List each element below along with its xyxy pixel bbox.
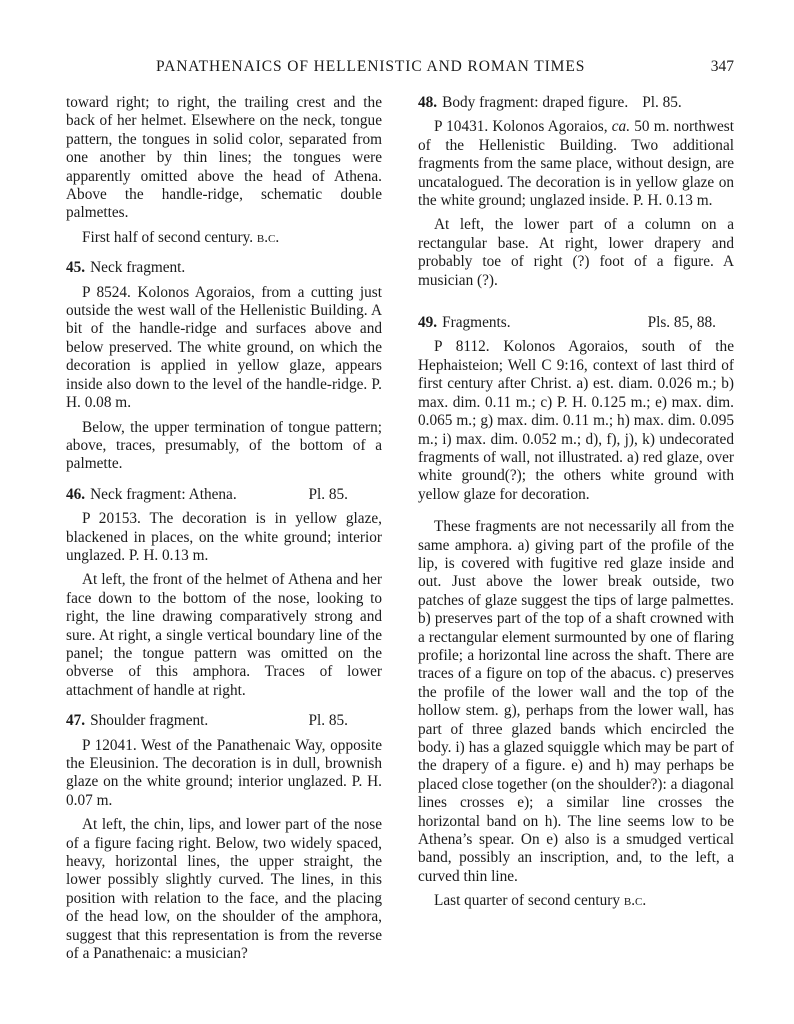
- entry-title: Neck fragment: Athena.: [90, 485, 237, 503]
- running-head: [66, 58, 734, 82]
- plate-reference: Pl. 85.: [308, 712, 348, 730]
- right-column: [418, 94, 734, 911]
- entry-number: 48.: [418, 94, 438, 111]
- entry-46-description: P 20153. The decoration is in yellow glaze, blackened in places, on the white ground; interior unglazed. P. H. 0.13 m.: [66, 510, 382, 564]
- circa-abbrev: ca.: [611, 118, 631, 136]
- entry-48-remarks: At left, the lower part of a column on a rectangular base. At right, lower drapery and probably toe of right (?) foot of a figure. A musician (?).: [418, 216, 734, 289]
- entry-45-description: P 8524. Kolonos Agoraios, from a cutting just outside the west wall of the Hellenistic Building. A bit of the handle-ridge and surfaces above and below preserved. The white ground, on which the decoration is applied in yellow glaze, appears inside also down to the level of the handle-ridge. P. H. 0.08 m.: [66, 283, 382, 412]
- entry-49-remarks: These fragments are not necessarily all from the same amphora. a) giving part of the profile of the lip, is covered with fugitive red glaze inside and out. Just above the lower break outside, two patches of glaze suggest the tips of large palmettes. b) preserves part of the top of a shaft crowned with a rectangular element surmounted by one of flaring profile; a horizontal line across the shaft. There are traces of a figure on top of the abacus. c) preserves the profile of the lower wall and the top of the hollow stem. g), perhaps from the lower wall, has part of three glazed bands which encircled the body. i) has a glazed squiggle which may be part of the drapery of a figure. e) and h) may perhaps be placed close together (on the shoulder?): a diagonal lines crosses e); a similar line crosses the horizontal band on h). The line seems low to be Athena’s spear. On e) also is a smudged vertical band, possibly an inscription, and, to the left, a curved thin line.: [418, 518, 734, 885]
- entry-46-heading: [66, 486, 382, 504]
- entry-46-remarks: At left, the front of the helmet of Athena and her face down to the bottom of the nose, looking to right, the line drawing comparatively strong and sure. At right, a single vertical boundary line of the panel; the tongue pattern was omitted on the obverse of this amphora. Traces of lower attachment of handle at right.: [66, 571, 382, 699]
- entry-49-heading: [418, 314, 734, 332]
- entry-number: 49.: [418, 314, 438, 332]
- entry-title: Body fragment: draped figure.: [442, 94, 629, 111]
- plate-reference: Pls. 85, 88.: [647, 314, 716, 332]
- date-era: b.c.: [623, 892, 647, 910]
- entry-45-remarks: Below, the upper termination of tongue pattern; above, traces, presumably, of the bottom of a palmette.: [66, 418, 382, 473]
- date-text: First half of second century.: [82, 228, 254, 246]
- left-column: [66, 94, 382, 963]
- plate-reference: Pl. 85.: [308, 485, 348, 503]
- entry-number: 46.: [66, 485, 86, 503]
- entry-title: Shoulder fragment.: [90, 712, 209, 730]
- date-line: [418, 892, 734, 910]
- entry-48-description: [418, 118, 734, 210]
- entry-47-heading: [66, 712, 382, 730]
- entry-49-description: P 8112. Kolonos Agoraios, south of the Hephaisteion; Well C 9:16, context of last third of first century after Christ. a) est. diam. 0.026 m.; b) max. dim. 0.11 m.; c) P. H. 0.125 m.; e) max. dim. 0.065 m.; g) max. dim. 0.11 m.; h) max. dim. 0.095 m.; i) max. dim. 0.052 m.; d), f), j), k) undecorated fragments of wall, not illustrated. a) red glaze, over white ground(?); the others white ground with yellow glaze for decoration.: [418, 338, 734, 503]
- entry-number: 47.: [66, 712, 86, 730]
- continued-text: toward right; to right, the trailing crest and the back of her helmet. Elsewhere on the neck, tongue pattern, the tongues in solid color, separated from one another by thin lines; the tongues were apparently omitted above the head of Athena. Above the handle-ridge, schematic double palmettes.: [66, 94, 382, 222]
- entry-47-remarks: At left, the chin, lips, and lower part of the nose of a figure facing right. Below, two widely spaced, heavy, horizontal lines, the upper straight, the lower possibly slightly curved. The lines, in this position with relation to the face, and the placing of the head low, on the shoulder of the amphora, suggest that this representation is from the reverse of a Panathenaic: a musician?: [66, 816, 382, 963]
- description-start: P 10431. Kolonos Agoraios,: [434, 118, 608, 136]
- date-era: b.c.: [256, 228, 280, 246]
- entry-number: 45.: [66, 259, 86, 277]
- plate-reference: Pl. 85.: [642, 94, 682, 111]
- entry-title: Fragments.: [442, 314, 511, 332]
- entry-48-heading: [418, 94, 734, 112]
- entry-47-description: P 12041. West of the Panathenaic Way, opposite the Eleusinion. The decoration is in dull, brownish glaze on the white ground; interior unglazed. P. H. 0.07 m.: [66, 736, 382, 809]
- date-line: [66, 229, 382, 247]
- date-text: Last quarter of second century: [434, 892, 621, 910]
- entry-45-heading: [66, 259, 382, 277]
- running-title: PANATHENAICS OF HELLENISTIC AND ROMAN TIMES: [156, 58, 586, 75]
- entry-title: Neck fragment.: [90, 259, 186, 277]
- page-number: 347: [710, 58, 734, 75]
- description-rest: 50 m. northwest of the Hellenistic Building. Two additional fragments from the same place, without design, are uncatalogued. The decoration is in yellow glaze on the white ground; unglazed inside. P. H. 0.13 m.: [418, 118, 735, 210]
